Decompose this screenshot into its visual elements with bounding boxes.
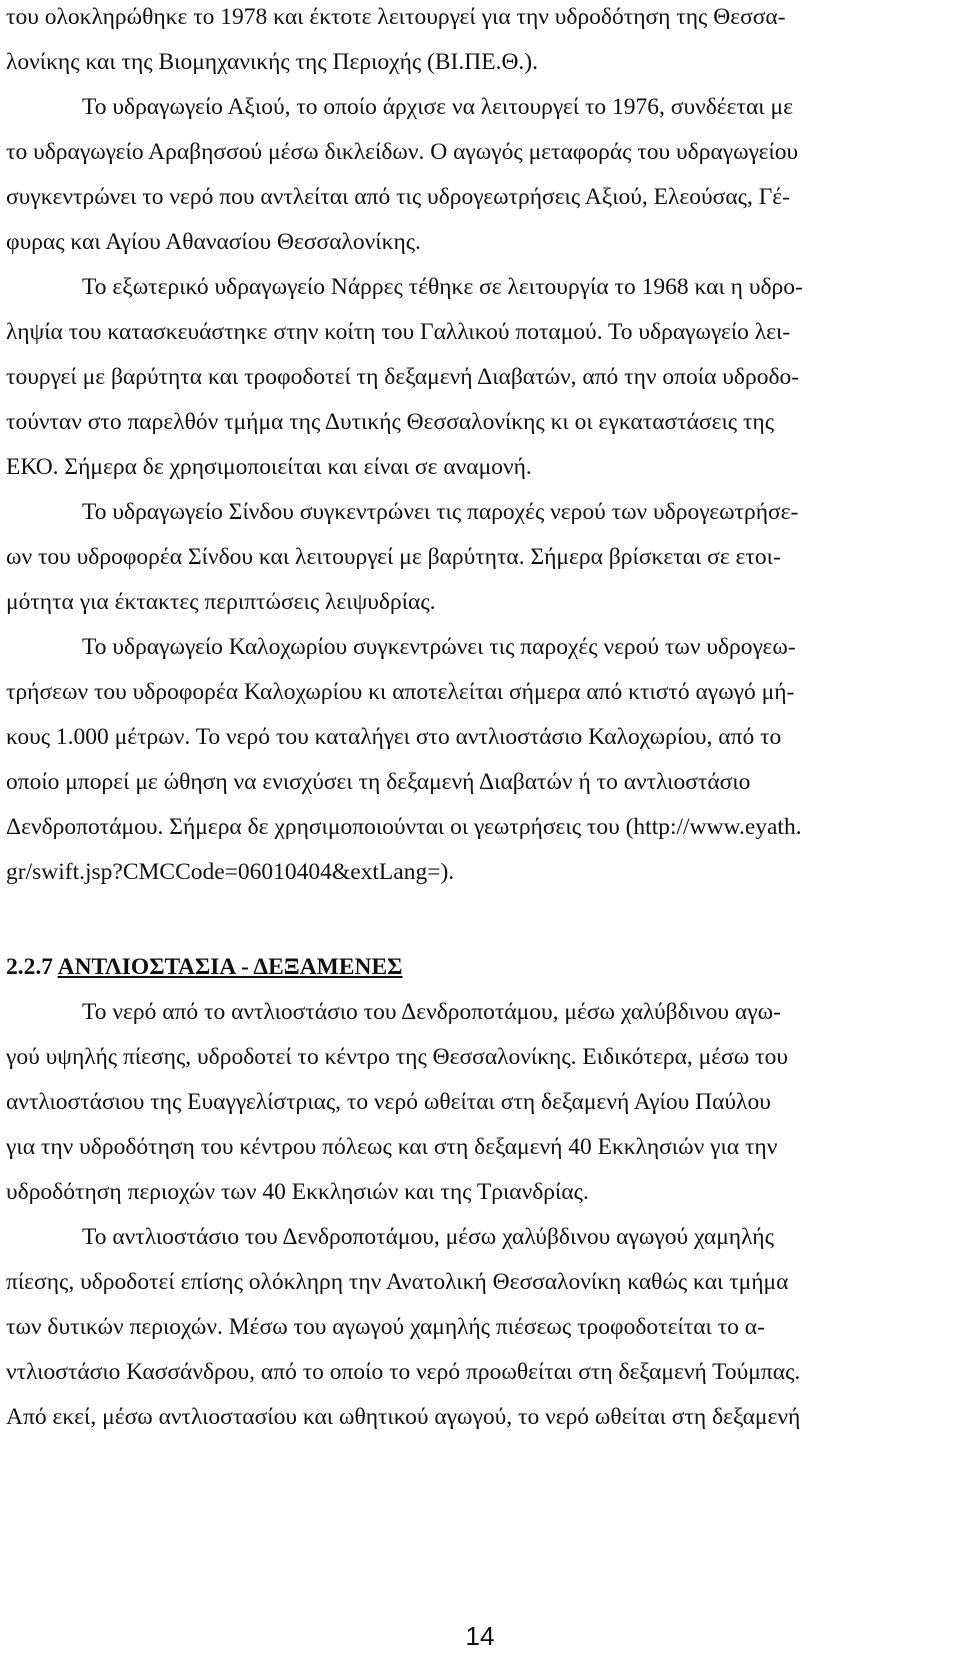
text-line: τρήσεων του υδροφορέα Καλοχωρίου κι αποτελείται σήμερα από κτιστό αγωγό μή- (6, 679, 795, 705)
paragraph-start-line: Το υδραγωγείο Αξιού, το οποίο άρχισε να λειτουργεί το 1976, συνδέεται με (82, 94, 793, 120)
text-line: το υδραγωγείο Αραβησσού μέσω δικλείδων. Ο αγωγός μεταφοράς του υδραγωγείου (6, 139, 799, 165)
text-line: του ολοκληρώθηκε το 1978 και έκτοτε λειτουργεί για την υδροδότηση της Θεσσα- (6, 4, 786, 30)
section-title: ΑΝΤΛΙΟΣΤΑΣΙΑ - ΔΕΞΑΜΕΝΕΣ (57, 954, 403, 980)
paragraph-start-line: Το αντλιοστάσιο του Δενδροποτάμου, μέσω χαλύβδινου αγωγού χαμηλής (82, 1224, 774, 1250)
paragraph-start-line: Το υδραγωγείο Σίνδου συγκεντρώνει τις παροχές νερού των υδρογεωτρήσε- (82, 499, 799, 525)
text-line: μότητα για έκτακτες περιπτώσεις λειψυδρίας. (6, 589, 436, 615)
text-line: Από εκεί, μέσω αντλιοστασίου και ωθητικού αγωγού, το νερό ωθείται στη δεξαμενή (6, 1404, 801, 1430)
paragraph-start-line: Το νερό από το αντλιοστάσιο του Δενδροποτάμου, μέσω χαλύβδινου αγω- (82, 999, 781, 1025)
paragraph-start-line: Το εξωτερικό υδραγωγείο Νάρρες τέθηκε σε λειτουργία το 1968 και η υδρο- (82, 274, 803, 300)
text-line: λονίκης και της Βιομηχανικής της Περιοχής (ΒΙ.ΠΕ.Θ.). (6, 49, 538, 75)
text-line: gr/swift.jsp?CMCCode=06010404&extLang=). (6, 859, 455, 885)
text-line: φυρας και Αγίου Αθανασίου Θεσσαλονίκης. (6, 229, 421, 255)
text-line: τουργεί με βαρύτητα και τροφοδοτεί τη δεξαμενή Διαβατών, από την οποία υδροδο- (6, 364, 800, 390)
text-line: ντλιοστάσιο Κασσάνδρου, από το οποίο το νερό προωθείται στη δεξαμενή Τούμπας. (6, 1359, 801, 1385)
text-line: αντλιοστάσιου της Ευαγγελίστριας, το νερό ωθείται στη δεξαμενή Αγίου Παύλου (6, 1089, 771, 1115)
text-line: γού υψηλής πίεσης, υδροδοτεί το κέντρο της Θεσσαλονίκης. Ειδικότερα, μέσω του (6, 1044, 788, 1070)
text-line: οποίο μπορεί με ώθηση να ενισχύσει τη δεξαμενή Διαβατών ή το αντλιοστάσιο (6, 769, 751, 795)
paragraph-start-line: Το υδραγωγείο Καλοχωρίου συγκεντρώνει τις παροχές νερού των υδρογεω- (82, 634, 796, 660)
text-line: συγκεντρώνει το νερό που αντλείται από τις υδρογεωτρήσεις Αξιού, Ελεούσας, Γέ- (6, 184, 790, 210)
text-line: ΕΚΟ. Σήμερα δε χρησιμοποιείται και είναι σε αναμονή. (6, 454, 532, 480)
text-line: Δενδροποτάμου. Σήμερα δε χρησιμοποιούνται οι γεωτρήσεις του (http://www.eyath. (6, 814, 802, 840)
text-line: υδροδότηση περιοχών των 40 Εκκλησιών και της Τριανδρίας. (6, 1179, 589, 1205)
text-line: τούνταν στο παρελθόν τμήμα της Δυτικής Θεσσαλονίκης κι οι εγκαταστάσεις της (6, 409, 775, 435)
page-number: 14 (465, 1621, 495, 1651)
text-line: ων του υδροφορέα Σίνδου και λειτουργεί με βαρύτητα. Σήμερα βρίσκεται σε ετοι- (6, 544, 781, 570)
text-line: κους 1.000 μέτρων. Το νερό του καταλήγει στο αντλιοστάσιο Καλοχωρίου, από το (6, 724, 782, 750)
text-line: των δυτικών περιοχών. Μέσω του αγωγού χαμηλής πιέσεως τροφοδοτείται το α- (6, 1314, 765, 1340)
text-line: ληψία του κατασκευάστηκε στην κοίτη του Γαλλικού ποταμού. Το υδραγωγείο λει- (6, 319, 791, 345)
section-heading (6, 952, 403, 982)
text-line: πίεσης, υδροδοτεί επίσης ολόκληρη την Ανατολική Θεσσαλονίκη καθώς και τμήμα (6, 1269, 789, 1295)
text-line: για την υδροδότηση του κέντρου πόλεως και στη δεξαμενή 40 Εκκλησιών για την (6, 1134, 778, 1160)
section-number: 2.2.7 (6, 954, 58, 980)
